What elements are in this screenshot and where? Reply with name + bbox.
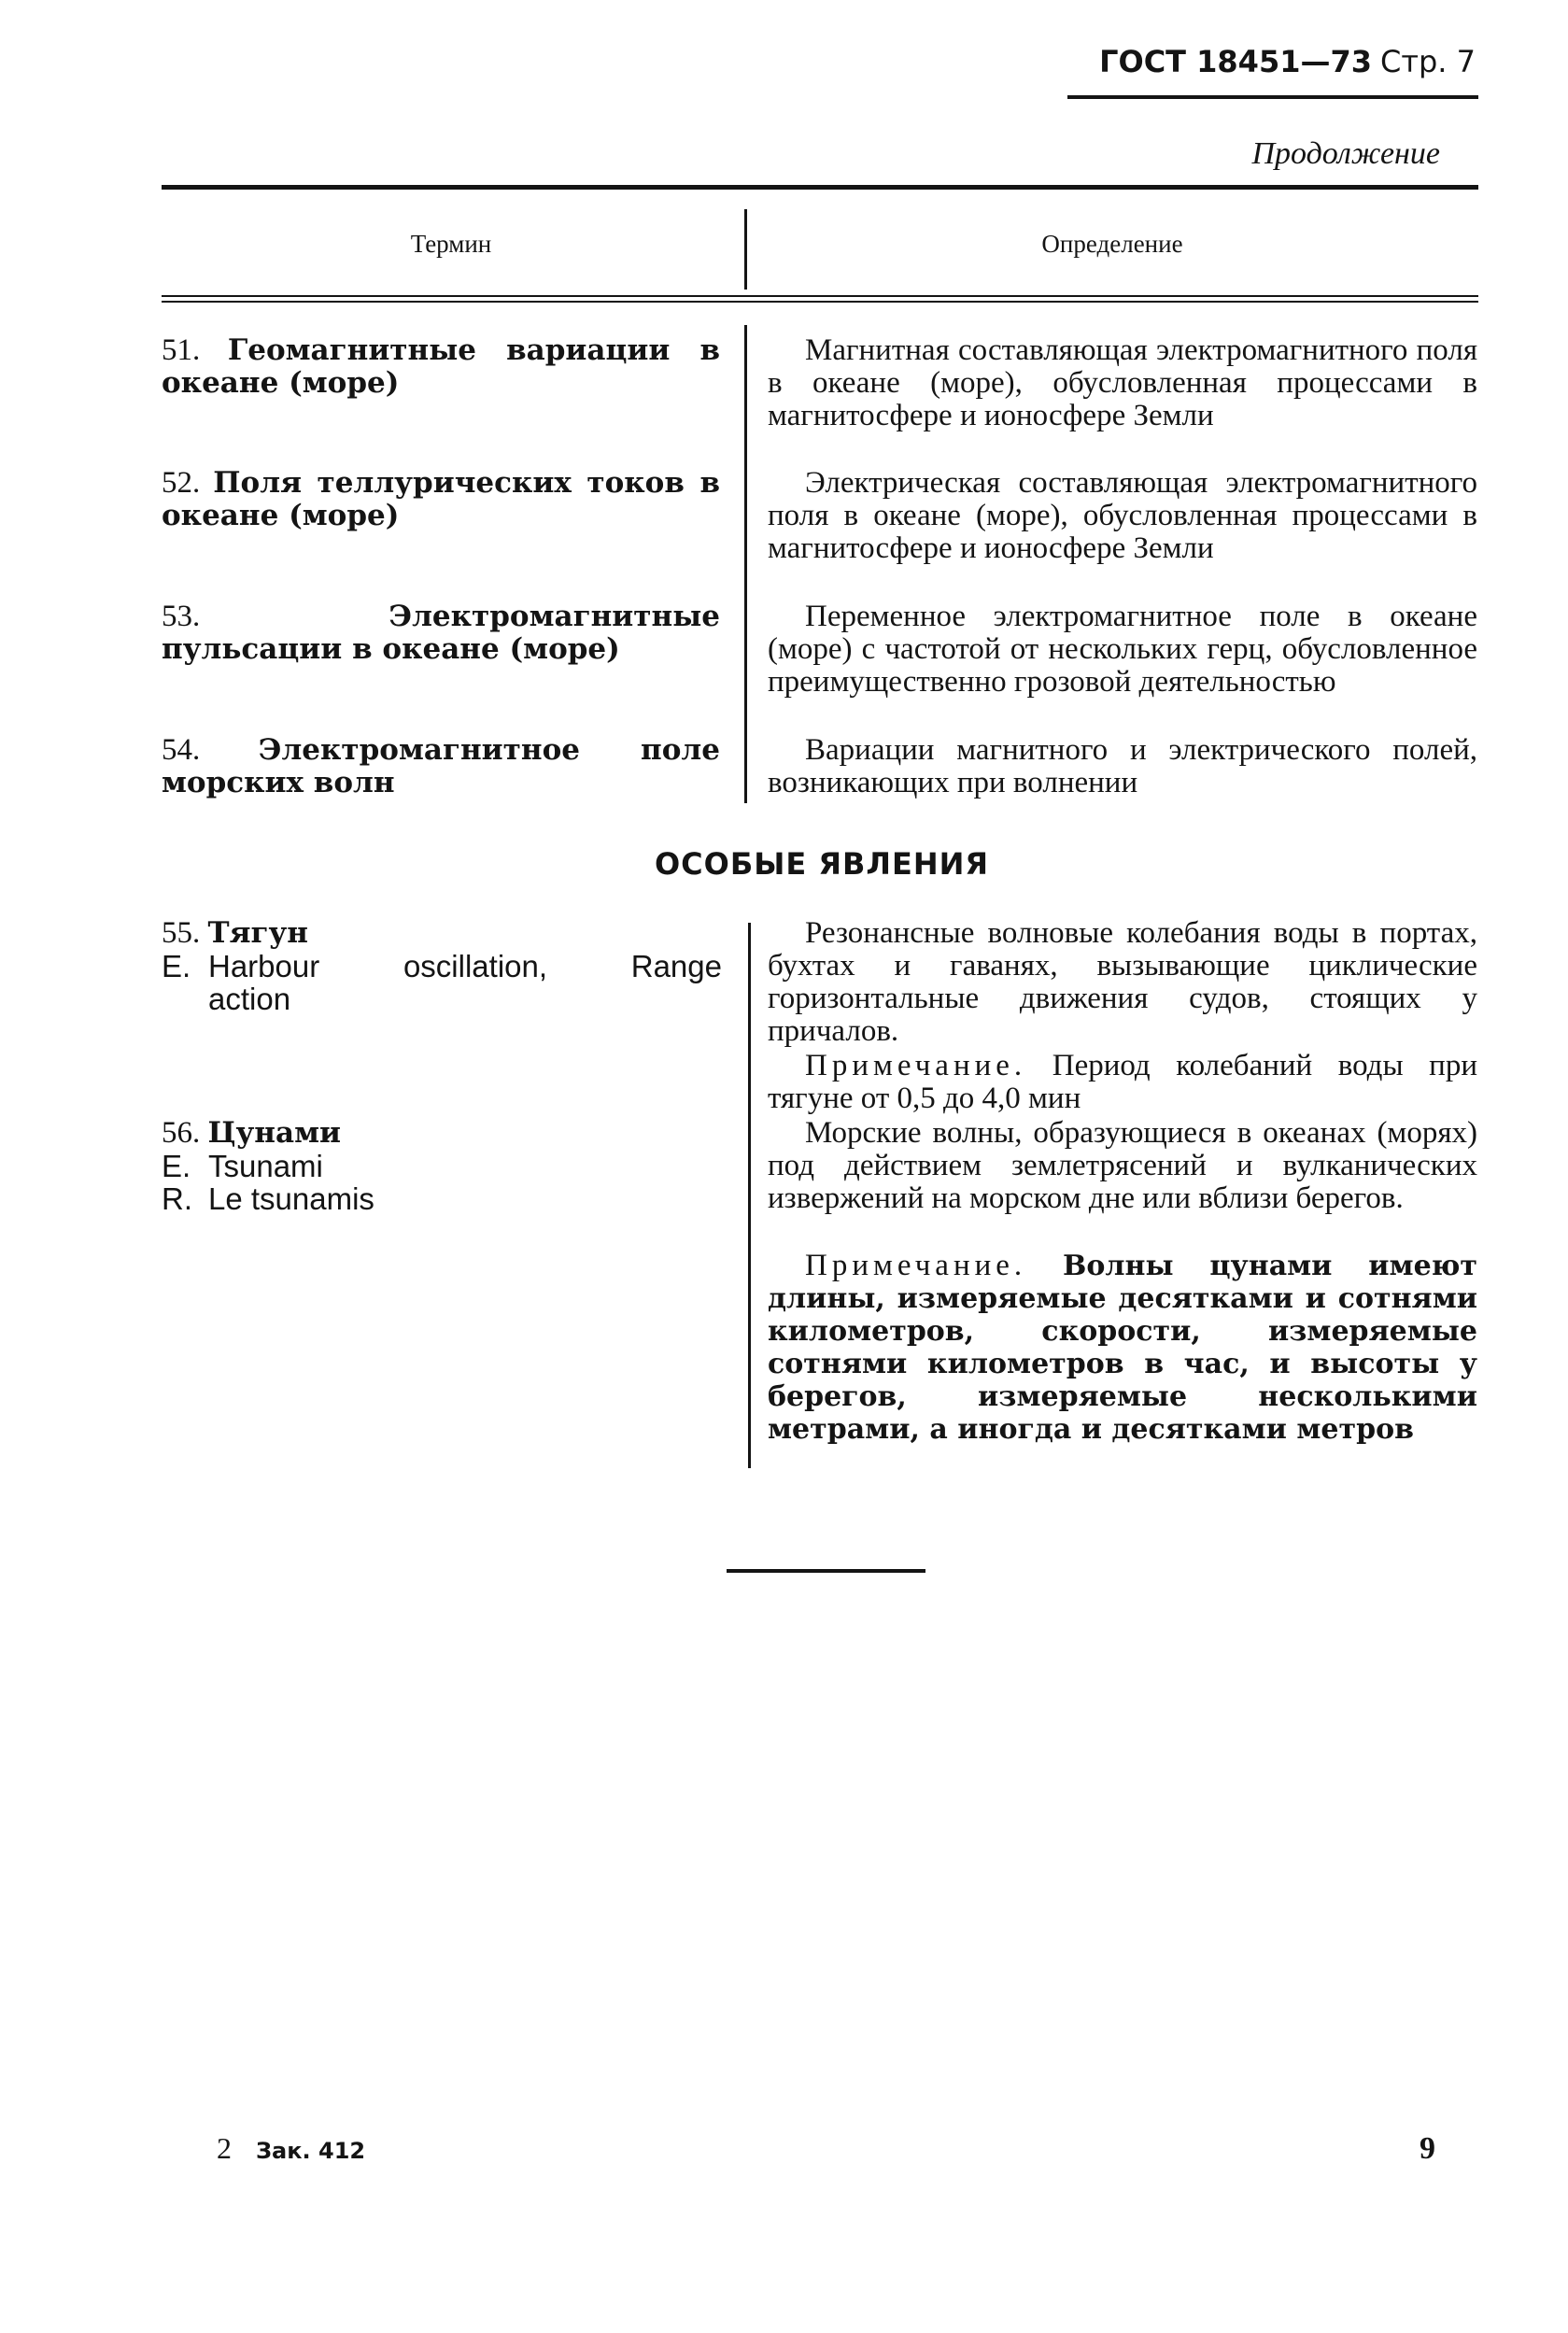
note-55: Примечание. Период колебаний воды при тягуне от 0,5 до 4,0 мин: [768, 1049, 1478, 1115]
definition-55: Резонансные волновые колебания воды в портах, бухтах и гаванях, вызывающие циклические горизонтальные движения судов, стоящих у причалов.: [768, 916, 1477, 1048]
note-56: Примечание. Волны цунами имеют длины, измеряемые десятками и сотнями километров, скорости, измеряемые сотнями километров в час, и высоты у берегов, измеряемые несколькими метрами, а иногда и десятками метров: [768, 1249, 1478, 1446]
page-header: [1074, 41, 1476, 80]
term-55: 55. Тягун E. Harbour oscillation, Range action: [162, 916, 722, 1016]
column-header-definition: Определение: [1041, 230, 1183, 258]
page-label: Стр. 7: [1380, 44, 1476, 79]
term-51: 51. Геомагнитные вариации в океане (море): [162, 333, 721, 400]
page-number: 9: [1420, 2131, 1435, 2166]
header-column-divider: [744, 209, 747, 290]
term-56-french: R. Le tsunamis: [162, 1181, 374, 1216]
header-double-rule-top: [162, 295, 1478, 297]
definition-54: Вариации магнитного и электрического полей, возникающих при волнении: [768, 733, 1477, 799]
header-double-rule-bottom: [162, 301, 1478, 303]
term-55-english-cont: action: [208, 982, 291, 1016]
term-53: 53. Электромагнитные пульсации в океане (море): [162, 600, 720, 666]
section-column-divider: [748, 923, 751, 1468]
sheet-number: 2: [217, 2131, 232, 2165]
table-top-rule: [162, 185, 1478, 190]
standard-code: ГОСТ 18451—73: [1099, 44, 1372, 79]
section-title: ОСОБЫЕ ЯВЛЕНИЯ: [654, 846, 990, 882]
term-52: 52. Поля теллурических токов в океане (море): [162, 466, 720, 532]
term-56-english: E. Tsunami: [162, 1149, 323, 1183]
term-56: 56. Цунами E. Tsunami R. Le tsunamis: [162, 1117, 720, 1215]
term-54: 54. Электромагнитное поле морских волн: [162, 733, 721, 799]
header-rule: [1067, 95, 1478, 99]
definition-56: Морские волны, образующиеся в океанах (морях) под действием землетрясений и вулканических извержений на морском дне или вблизи берегов.: [768, 1116, 1477, 1215]
definition-51: Магнитная составляющая электромагнитного поля в океане (море), обусловленная процессами в магнитосфере и ионосфере Земли: [768, 333, 1477, 432]
column-header-term: Термин: [410, 230, 492, 258]
footer-left: [217, 2131, 365, 2166]
column-divider: [744, 325, 747, 803]
definition-52: Электрическая составляющая электромагнитного поля в океане (море), обусловленная процессами в магнитосфере и ионосфере Земли: [768, 466, 1477, 565]
order-number: Зак. 412: [256, 2138, 366, 2164]
term-55-english: E. Harbour oscillation, Range: [162, 949, 722, 983]
end-rule: [727, 1569, 925, 1573]
definition-53: Переменное электромагнитное поле в океане (море) с частотой от нескольких герц, обусловленное преимущественно грозовой деятельностью: [768, 600, 1477, 699]
continuation-label: Продолжение: [1251, 136, 1440, 171]
